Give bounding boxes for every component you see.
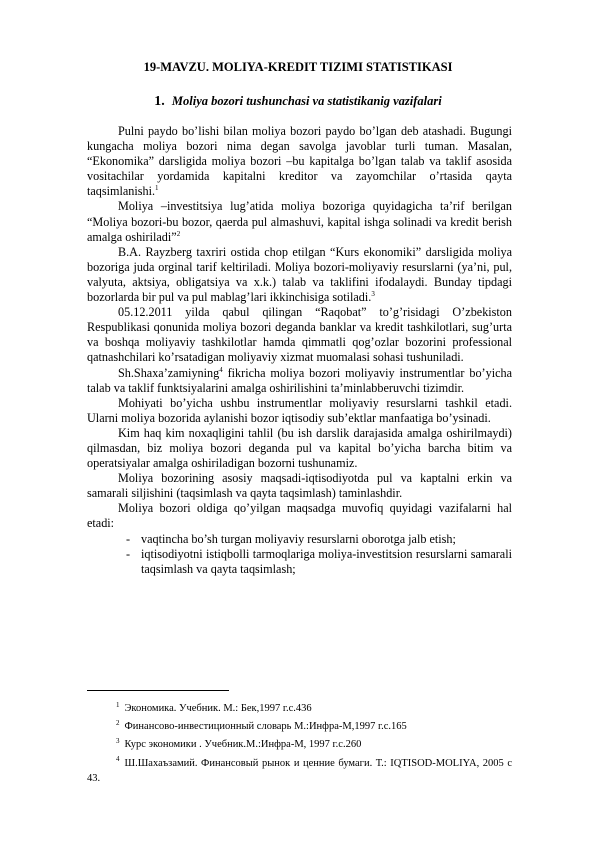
footnote-ref: 4 [219, 365, 223, 374]
section-heading [0, 94, 596, 110]
paragraph: Moliya –investitsiya lug’atida moliya bozoriga quyidagicha ta’rif berilgan “Moliya bozori-bu bozor, qaerda pul almashuvi, kapital ishga solinadi va kredit berish amalga oshiriladi”$^2$ [87, 199, 512, 244]
paragraph: 05.12.2011 yilda qabul qilingan “Raqobat” to’g’risidagi O’zbekiston Respublikasi qonunida moliya bozori deganda banklar va kredit tashkilotlari, sug’urta va boshqa moliyaviy tashkilotlar hamda qimmatli qog’ozlar bozorini professional qatnashchilari ko’rsatadigan moliyaviy xizmat muomalasi sohasi tushuniladi. [87, 305, 512, 365]
section-number: 1. [154, 94, 165, 109]
footnote: $^3$ Курс экономики . Учебник.М.:Инфра-М, 1997 г.с.260 [116, 736, 362, 751]
list-item: - iqtisodiyotni istiqbolli tarmoqlariga moliya-investitsion resurslarni samarali taqsimlash va qayta taqsimlash; [126, 546, 512, 576]
paragraph: Pulni paydo bo’lishi bilan moliya bozori paydo bo’lgan deb atashadi. Bugungi kungacha moliya bozori nima degan savolga javoblar turli tuman. Masalan, “Ekonomika” darsligida moliya bozori –bu kapitalga bo’lgan talab va taklif asosida vositachilar yordamida kapitalni kreditor va zayomchilar o’rtasida qayta taqsimlanishi.$^1$ [87, 124, 512, 199]
footnote: $^2$ Финансово-инвестиционный словарь М.:Инфра-М,1997 г.с.165 [116, 718, 407, 733]
footnote-separator [87, 690, 229, 691]
chapter-title: 19-MAVZU. MOLIYA-KREDIT TIZIMI STATISTIKASI [143, 60, 453, 74]
list-item: - vaqtincha bo’sh turgan moliyaviy resurslarni oborotga jalb etish; [126, 531, 456, 546]
task-list [87, 532, 512, 577]
paragraph: Mohiyati bo’yicha ushbu instrumentlar moliyaviy resurslarni tashkil etadi. Ularni moliya bozorida aylanishi bozor iqtisodiy sub’ektlar manfaatiga bo’ysinadi. [87, 395, 512, 425]
footnote-ref: 1 [155, 184, 159, 193]
footnote-ref: 2 [176, 229, 181, 238]
dash-bullet: - [126, 531, 131, 546]
paragraph: Moliya bozori oldiga qo’yilgan maqsadga muvofiq quyidagi vazifalarni hal etadi: [87, 501, 512, 531]
footnote: $^4$ Ш.Шахаъзамий. Финансовый рынок и ценние бумаги. Т.: IQTISOD-MOLIYA, 2005 с 43. [87, 755, 512, 784]
paragraph: Sh.Shaxa’zamiyning$^4$ fikricha moliya bozori moliyaviy instrumentlar bo’yicha talab va taklif funktsiyalarini amalga oshirilishini ta’minlabberuvchi tizimdir. [87, 365, 512, 395]
body-text [87, 124, 512, 577]
section-heading-text: Moliya bozori tushunchasi va statistikanig vazifalari [171, 94, 442, 108]
paragraph: Moliya bozorining asosiy maqsadi-iqtisodiyotda pul va kaptalni erkin va samarali siljishini (taqsimlash va qayta taqsimlash) taminlashdir. [87, 471, 512, 501]
paragraph: Kim haq kim noxaqligini tahlil (bu ish darslik darajasida amalga oshirilmaydi) qilmasdan, biz moliya bozori deganda pul va kapital bo’yicha barcha bitim va operatsiyalar amalga oshiriladigan bozorni tushunamiz. [87, 425, 512, 471]
paragraph: B.A. Rayzberg taxriri ostida chop etilgan “Kurs ekonomiki” darsligida moliya bozoriga juda orginal tarif keltiriladi. Moliya bozori-moliyaviy resurslarni (ya’ni, pul, valyuta, aktsiya, obligatsiya va x.k.) talab va taklifini ifodalaydi. Bunday tipdagi bozorlarda bir pul va pul mablag’lari ikkinchisiga sotiladi.$^3$ [87, 244, 512, 305]
footnote: $^1$ Экономика. Учебник. М.: Бек,1997 г.с.436 [116, 700, 312, 714]
footnotes [87, 701, 512, 789]
dash-bullet: - [126, 546, 131, 561]
footnote-ref: 3 [371, 289, 375, 298]
